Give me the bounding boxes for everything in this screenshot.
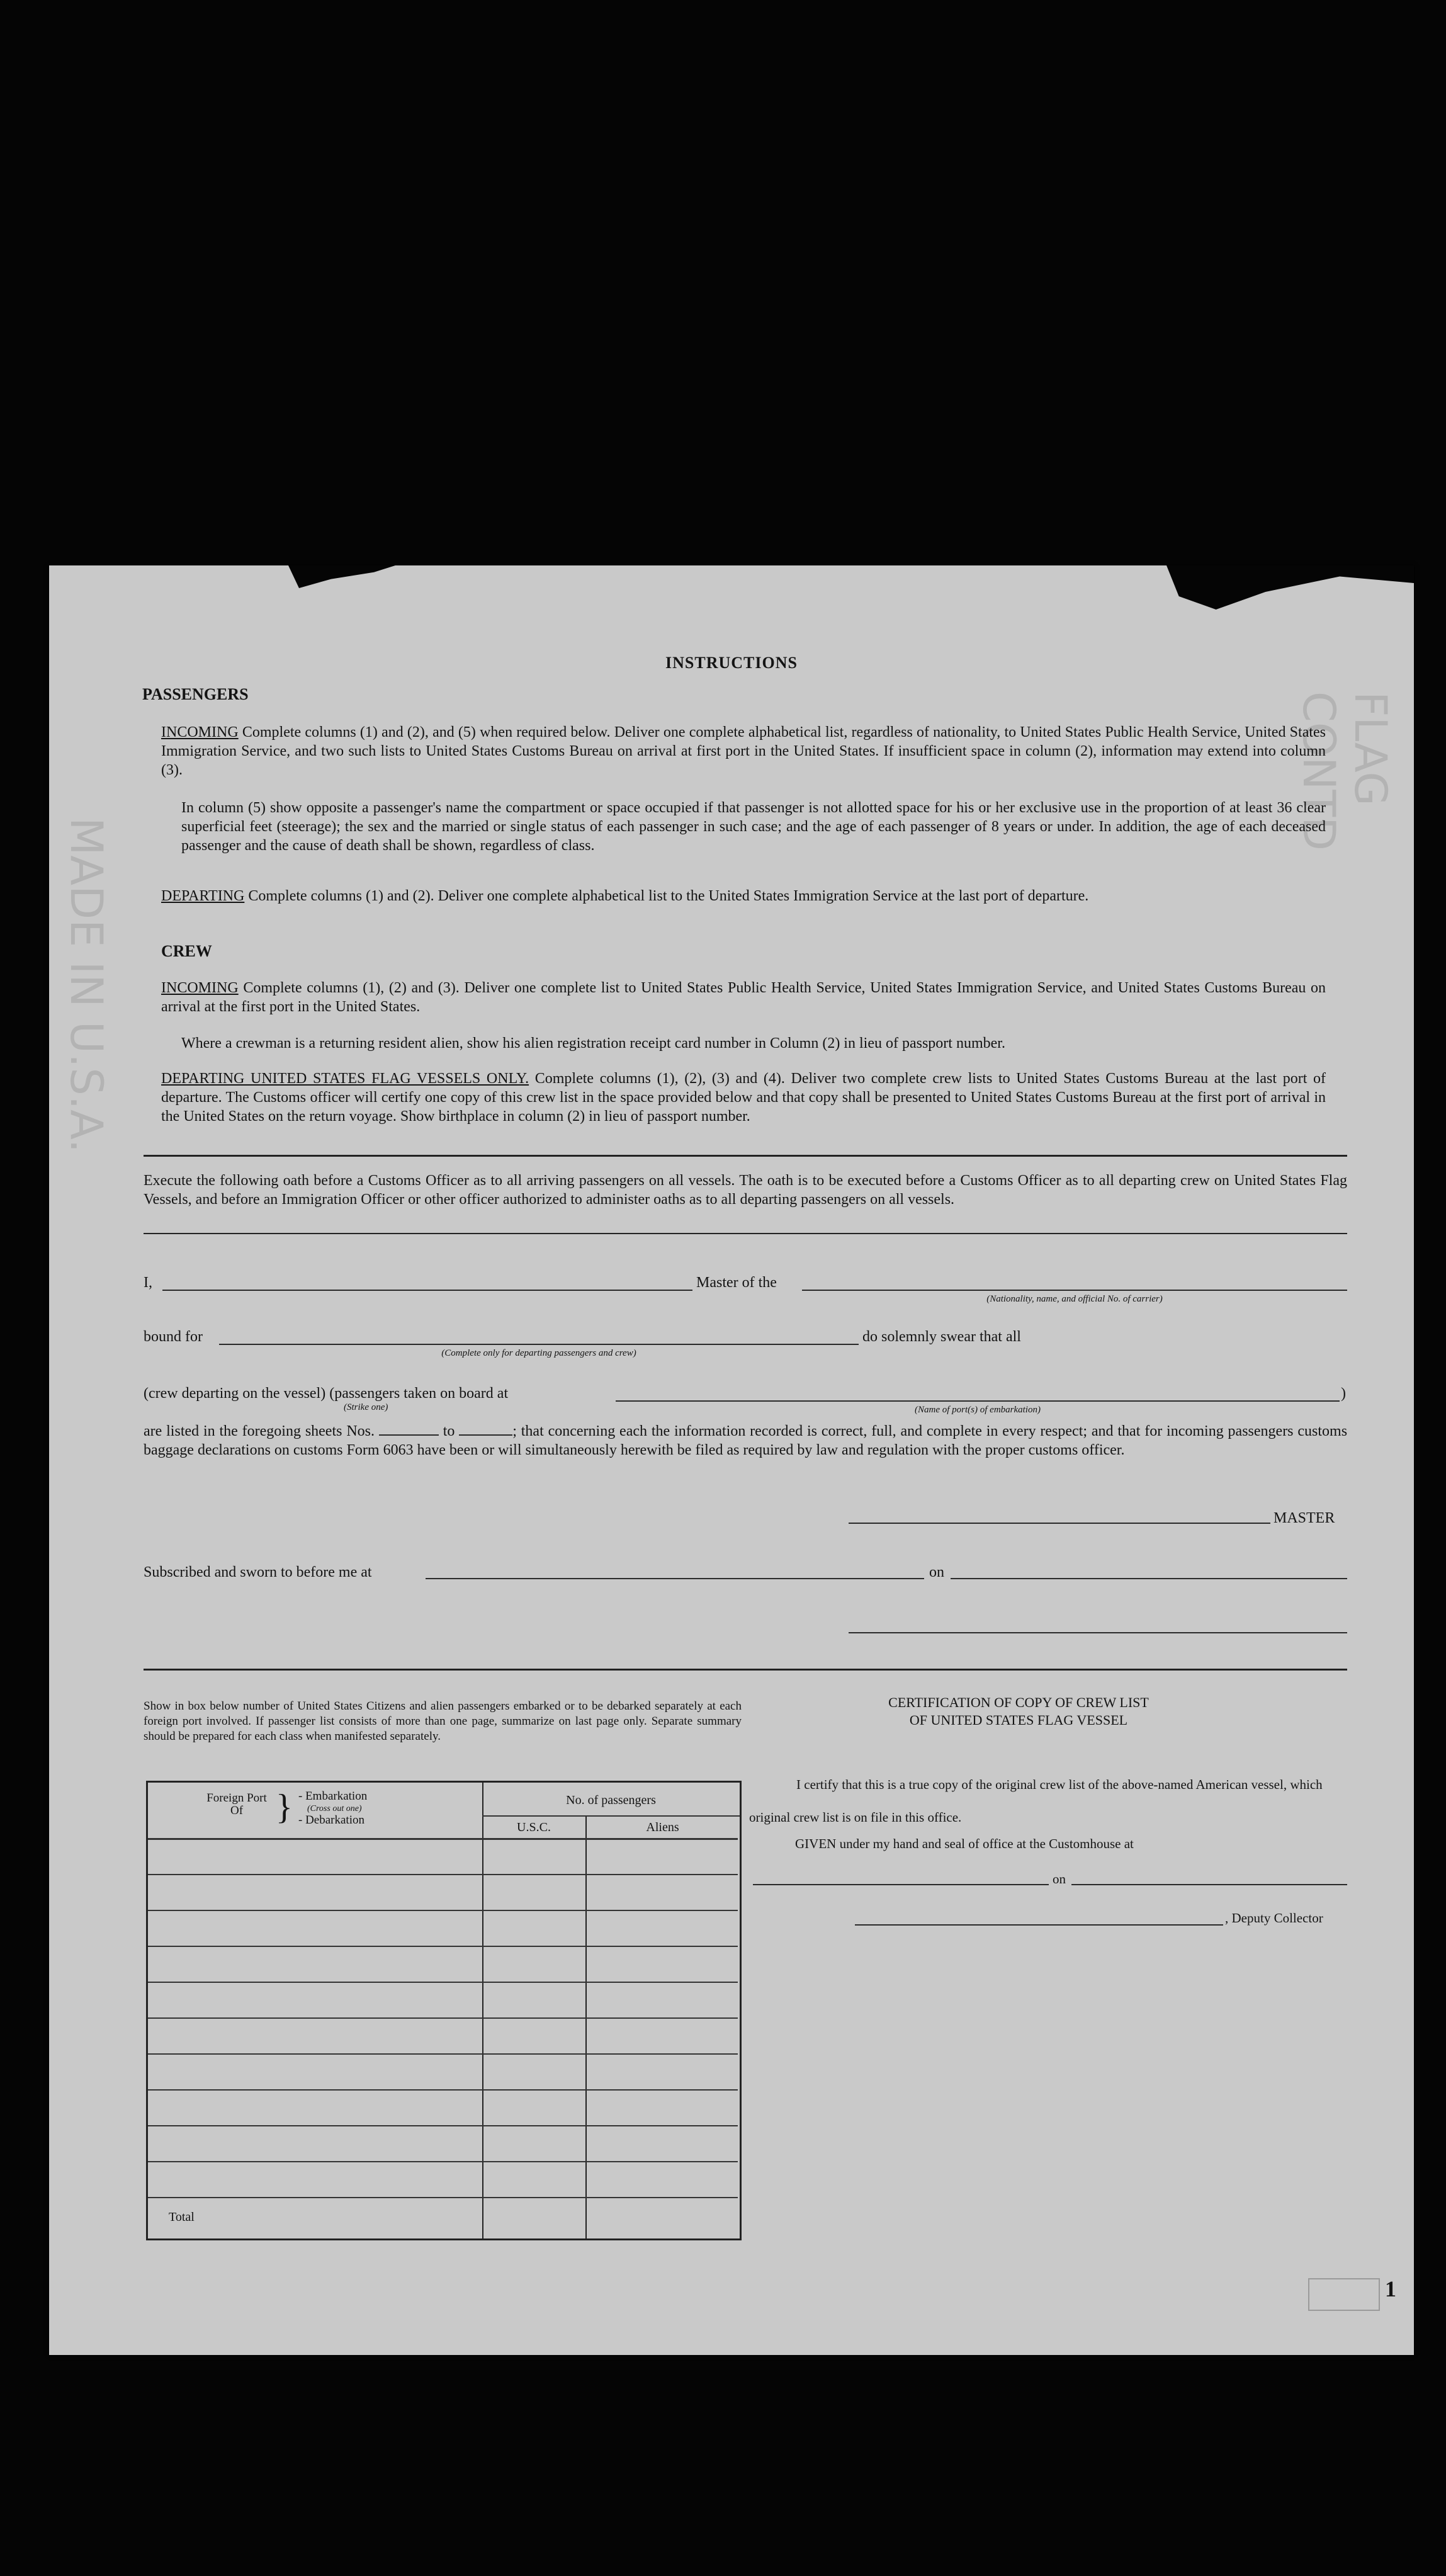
master-label: MASTER — [1274, 1510, 1335, 1526]
carrier-field[interactable] — [802, 1290, 1347, 1291]
departing-flag-text: Complete columns (1), (2), (3) and (4). Deliver two complete crew lists to United States Customs Bureau at the last port of departure. The Customs officer will certify one copy of this crew list in the space provided below and that copy shall be presented to United States Customs Bureau at the first port of arrival in the United States on the return voyage. Show birthplace in column (2) in lieu of passport number. — [161, 1070, 1326, 1125]
bleed-through-text-left: MADE IN U.S.A. — [60, 817, 112, 1153]
table-row-rule — [148, 1946, 738, 1947]
certification-on-label: on — [1053, 1871, 1066, 1887]
oath-i: I, — [144, 1274, 152, 1291]
deputy-collector-signature-field[interactable] — [855, 1924, 1223, 1926]
sheet-to-field[interactable] — [459, 1434, 512, 1436]
subscribed-place-field[interactable] — [426, 1578, 924, 1579]
incoming-label: INCOMING — [161, 724, 239, 740]
listed-text-a: are listed in the foregoing sheets Nos. — [144, 1423, 375, 1439]
aliens-header: Aliens — [646, 1820, 679, 1834]
instructions-title: INSTRUCTIONS — [665, 654, 798, 672]
certification-title-1: CERTIFICATION OF COPY OF CREW LIST — [888, 1694, 1149, 1710]
table-row-rule — [148, 1910, 738, 1911]
crew-passengers-text: (crew departing on the vessel) (passengers taken on board at — [144, 1385, 509, 1402]
strike-one-caption: (Strike one) — [344, 1402, 388, 1412]
table-row-rule — [148, 2089, 738, 2091]
cross-out-label: (Cross out one) — [307, 1804, 362, 1813]
page-number-box — [1308, 2278, 1380, 2311]
embarkation-label: - Embarkation — [298, 1790, 368, 1803]
crew-heading: CREW — [161, 942, 212, 960]
summary-note: Show in box below number of United States Citizens and alien passengers embarked or to be debarked separately at each foreign port involved. If passenger list consists of more than one page, summarize on last page only. Separate summary should be prepared for each class when manifested separately. — [144, 1699, 742, 1743]
subscribed-date-field[interactable] — [951, 1578, 1347, 1579]
ports-caption: (Name of port(s) of embarkation) — [915, 1405, 1041, 1415]
passengers-heading: PASSENGERS — [142, 685, 249, 703]
table-row-rule — [148, 2017, 738, 2019]
listed-paragraph — [144, 1422, 1347, 1460]
passenger-summary-table — [146, 1781, 742, 2240]
form-page — [49, 565, 1414, 2355]
debarkation-label: - Debarkation — [298, 1813, 364, 1827]
bound-for-caption: (Complete only for departing passengers and crew) — [441, 1348, 636, 1358]
bound-for-label: bound for — [144, 1329, 203, 1345]
certification-text: I certify that this is a true copy of the original crew list of the above-named American vessel, which original crew list is on file in this office. — [749, 1777, 1323, 1825]
divider-bottom — [144, 1669, 1347, 1671]
passengers-incoming-text: Complete columns (1) and (2), and (5) when required below. Deliver one complete alphabetical list, regardless of nationality, to United States Public Health Service, United States Immigration Service, and two such lists to United States Customs Bureau on arrival at first port in the United States. If insufficient space in column (2), information may extend into column (3). — [161, 724, 1326, 778]
subscribed-label: Subscribed and sworn to before me at — [144, 1564, 372, 1580]
torn-edge-left — [288, 565, 395, 588]
foreign-port-of-label: Foreign Port Of — [206, 1791, 267, 1817]
master-signature-field[interactable] — [849, 1523, 1270, 1524]
no-of-passengers-header: No. of passengers — [566, 1793, 656, 1807]
crew-resident-paragraph: Where a crewman is a returning resident alien, show his alien registration receipt card number in Column (2) in lieu of passport number. — [181, 1035, 1005, 1052]
given-text: GIVEN under my hand and seal of office at the Customhouse at — [795, 1836, 1134, 1851]
deputy-collector-label: , Deputy Collector — [1225, 1910, 1323, 1926]
certification-date-field[interactable] — [1071, 1884, 1347, 1885]
embarkation-ports-field[interactable] — [616, 1400, 1340, 1402]
departing-label: DEPARTING — [161, 888, 245, 904]
table-row-rule — [148, 2053, 738, 2055]
master-name-field[interactable] — [162, 1290, 692, 1291]
subscribed-on-label: on — [929, 1564, 944, 1580]
page-number: 1 — [1385, 2276, 1396, 2301]
passengers-departing-text: Complete columns (1) and (2). Deliver one complete alphabetical list to the United States Immigration Service at the last port of departure. — [248, 888, 1089, 904]
column5-paragraph: In column (5) show opposite a passenger's name the compartment or space occupied if that passenger is not allotted space for his or her exclusive use in the proportion of at least 36 clear superficial feet (steerage); the sex and the married or single status of each passenger in such case; and the age of each passenger of 8 years or under. In addition, the age of each deceased passenger and the cause of death shall be shown, regardless of class. — [181, 800, 1326, 854]
total-label: Total — [169, 2210, 195, 2224]
table-row-rule — [148, 1874, 738, 1875]
passengers-departing-paragraph — [161, 887, 1326, 905]
table-divider-port — [482, 1781, 483, 2238]
departing-flag-paragraph — [161, 1069, 1326, 1126]
crew-incoming-paragraph — [161, 979, 1326, 1016]
table-row-rule — [148, 2125, 738, 2126]
customhouse-field[interactable] — [753, 1884, 1049, 1885]
swear-text: do solemnly swear that all — [862, 1329, 1021, 1345]
table-divider-usc — [585, 1815, 587, 2238]
listed-text-b: ; that concerning each the information recorded is correct, full, and complete in every respect; and that for incoming passengers customs baggage declarations on customs Form 6063 have been or will simultaneously herewith be filed as required by law and regulation with the proper customs officer. — [144, 1423, 1348, 1458]
table-header-rule — [148, 1838, 738, 1840]
close-paren: ) — [1341, 1385, 1346, 1402]
divider-top — [144, 1155, 1347, 1157]
bound-for-field[interactable] — [219, 1344, 859, 1345]
table-row-rule — [148, 2161, 738, 2162]
passengers-incoming-paragraph — [161, 723, 1326, 780]
oath-instruction: Execute the following oath before a Customs Officer as to all arriving passengers on all vessels. The oath is to be executed before a Customs Officer as to all departing crew on United States Flag Vessels, and before an Immigration Officer or other officer authorized to administer oaths as to all departing passengers on all vessels. — [144, 1172, 1347, 1208]
crew-incoming-label: INCOMING — [161, 980, 239, 996]
certification-title-2: OF UNITED STATES FLAG VESSEL — [909, 1712, 1128, 1728]
divider-oath — [144, 1233, 1347, 1234]
to-label: to — [443, 1423, 455, 1439]
bleed-through-text-right: FLAG CONTD — [1293, 691, 1396, 851]
officer-signature-field[interactable] — [849, 1632, 1347, 1633]
torn-corner-right — [1166, 565, 1414, 610]
usc-header: U.S.C. — [517, 1820, 551, 1834]
table-subheader-rule — [482, 1815, 740, 1817]
carrier-caption: (Nationality, name, and official No. of carrier) — [986, 1294, 1163, 1304]
crew-incoming-text: Complete columns (1), (2) and (3). Deliver one complete list to United States Public Health Service, United States Immigration Service, and United States Customs Bureau on arrival at the first port in the United States. — [161, 980, 1326, 1015]
brace-glyph: } — [276, 1788, 293, 1827]
master-of-the-label: Master of the — [696, 1274, 777, 1291]
table-row-rule — [148, 2197, 738, 2198]
departing-flag-label: DEPARTING UNITED STATES FLAG VESSELS ONLY. — [161, 1070, 529, 1087]
table-row-rule — [148, 1982, 738, 1983]
sheet-from-field[interactable] — [379, 1434, 439, 1436]
